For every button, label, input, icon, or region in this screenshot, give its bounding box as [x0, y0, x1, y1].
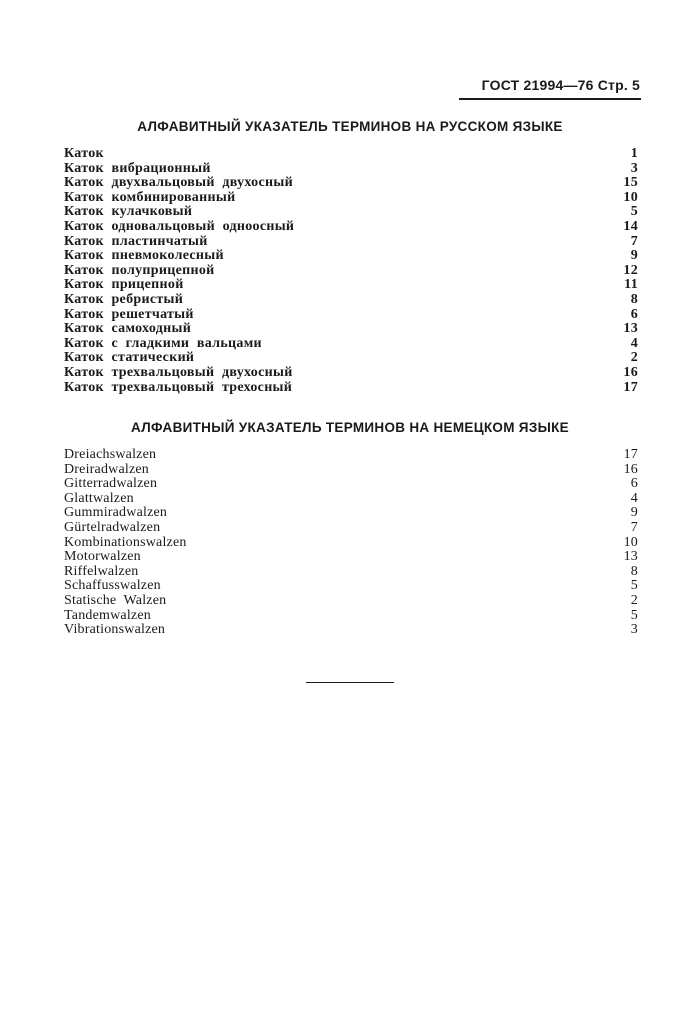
- german-index-row: [64, 477, 638, 492]
- standard-page-reference: ГОСТ 21994—76 Стр. 5: [481, 77, 640, 93]
- index-term-number: 10: [623, 534, 638, 550]
- index-term-number: 7: [630, 233, 638, 249]
- index-term: Каток: [64, 146, 104, 161]
- index-term-number: 3: [630, 160, 638, 176]
- index-term-number: 10: [623, 189, 638, 205]
- german-index-row: [64, 536, 638, 551]
- german-index-row: [64, 550, 638, 565]
- index-term: Motorwalzen: [64, 549, 141, 565]
- index-term-number: 12: [623, 262, 638, 278]
- russian-index-row: [64, 205, 638, 220]
- russian-index-row: [64, 176, 638, 191]
- german-index-list: [64, 448, 638, 638]
- index-term: Каток трехвальцовый трехосный: [64, 379, 293, 395]
- index-term-number: 17: [623, 447, 638, 462]
- russian-index-row: [64, 147, 638, 162]
- russian-index-row: [64, 162, 638, 177]
- russian-index-row: [64, 308, 638, 323]
- index-term-number: 14: [623, 218, 638, 234]
- index-term-number: 8: [630, 291, 638, 307]
- index-term-number: 9: [630, 248, 638, 264]
- german-index-row: [64, 492, 638, 507]
- index-term: Каток с гладкими вальцами: [64, 335, 262, 351]
- index-term: Riffelwalzen: [64, 563, 139, 579]
- index-term: Vibrationswalzen: [64, 622, 166, 638]
- index-term-number: 6: [630, 476, 638, 492]
- header-rule: [459, 98, 641, 100]
- index-term: Каток полуприцепной: [64, 262, 215, 278]
- russian-index-row: [64, 337, 638, 352]
- index-term: Schaffusswalzen: [64, 578, 161, 594]
- german-index-row: [64, 463, 638, 478]
- russian-index-row: [64, 220, 638, 235]
- russian-index-list: [64, 147, 638, 395]
- index-term-number: 7: [630, 519, 638, 535]
- index-term: Kombinationswalzen: [64, 534, 187, 550]
- russian-index-row: [64, 381, 638, 396]
- index-term: Каток вибрационный: [64, 160, 211, 176]
- index-term-number: 16: [623, 461, 638, 477]
- index-term-number: 11: [624, 277, 638, 293]
- index-term: Каток пластинчатый: [64, 233, 208, 249]
- index-term-number: 4: [630, 335, 638, 351]
- index-term: Dreiachswalzen: [64, 447, 157, 462]
- german-index-row: [64, 448, 638, 463]
- index-term-number: 2: [630, 350, 638, 366]
- russian-index-row: [64, 278, 638, 293]
- german-index-row: [64, 623, 638, 638]
- index-term: Каток ребристый: [64, 291, 184, 307]
- index-term: Каток одновальцовый одноосный: [64, 218, 295, 234]
- index-term: Gummiradwalzen: [64, 505, 168, 521]
- index-term-number: 13: [623, 549, 638, 565]
- russian-index-row: [64, 191, 638, 206]
- index-term-number: 5: [630, 607, 638, 623]
- index-term: Tandemwalzen: [64, 607, 151, 623]
- index-term: Каток статический: [64, 350, 195, 366]
- german-index-row: [64, 594, 638, 609]
- index-term: Каток трехвальцовый двухосный: [64, 364, 293, 380]
- russian-index-title: АЛФАВИТНЫЙ УКАЗАТЕЛЬ ТЕРМИНОВ НА РУССКОМ ЯЗЫКЕ: [137, 119, 563, 134]
- index-term: Каток двухвальцовый двухосный: [64, 175, 293, 191]
- russian-index-row: [64, 366, 638, 381]
- german-index-row: [64, 579, 638, 594]
- end-rule: [306, 682, 394, 683]
- index-term: Dreiradwalzen: [64, 461, 149, 477]
- russian-index-row: [64, 264, 638, 279]
- german-index-row: [64, 565, 638, 580]
- german-index-row: [64, 506, 638, 521]
- index-term: Gitterradwalzen: [64, 476, 158, 492]
- index-term-number: 1: [630, 146, 638, 161]
- russian-index-row: [64, 322, 638, 337]
- index-term: Каток решетчатый: [64, 306, 194, 322]
- german-index-row: [64, 609, 638, 624]
- index-term-number: 5: [630, 204, 638, 220]
- index-term: Каток пневмоколесный: [64, 248, 224, 264]
- index-term: Каток прицепной: [64, 277, 184, 293]
- index-term-number: 15: [623, 175, 638, 191]
- russian-index-row: [64, 235, 638, 250]
- index-term: Каток кулачковый: [64, 204, 193, 220]
- german-index-title: АЛФАВИТНЫЙ УКАЗАТЕЛЬ ТЕРМИНОВ НА НЕМЕЦКОМ ЯЗЫКЕ: [131, 420, 569, 435]
- index-term-number: 16: [623, 364, 638, 380]
- index-term: Каток самоходный: [64, 321, 192, 337]
- german-index-row: [64, 521, 638, 536]
- index-term: Gürtelradwalzen: [64, 519, 161, 535]
- index-term: Каток комбинированный: [64, 189, 236, 205]
- index-term-number: 4: [630, 490, 638, 506]
- index-term-number: 6: [630, 306, 638, 322]
- index-term-number: 9: [630, 505, 638, 521]
- index-term-number: 8: [630, 563, 638, 579]
- russian-index-row: [64, 351, 638, 366]
- russian-index-row: [64, 249, 638, 264]
- index-term-number: 13: [623, 321, 638, 337]
- index-term-number: 17: [623, 379, 638, 395]
- index-term: Glattwalzen: [64, 490, 134, 506]
- russian-index-row: [64, 293, 638, 308]
- index-term-number: 5: [630, 578, 638, 594]
- index-term: Statische Walzen: [64, 592, 167, 608]
- index-term-number: 2: [630, 592, 638, 608]
- index-term-number: 3: [630, 622, 638, 638]
